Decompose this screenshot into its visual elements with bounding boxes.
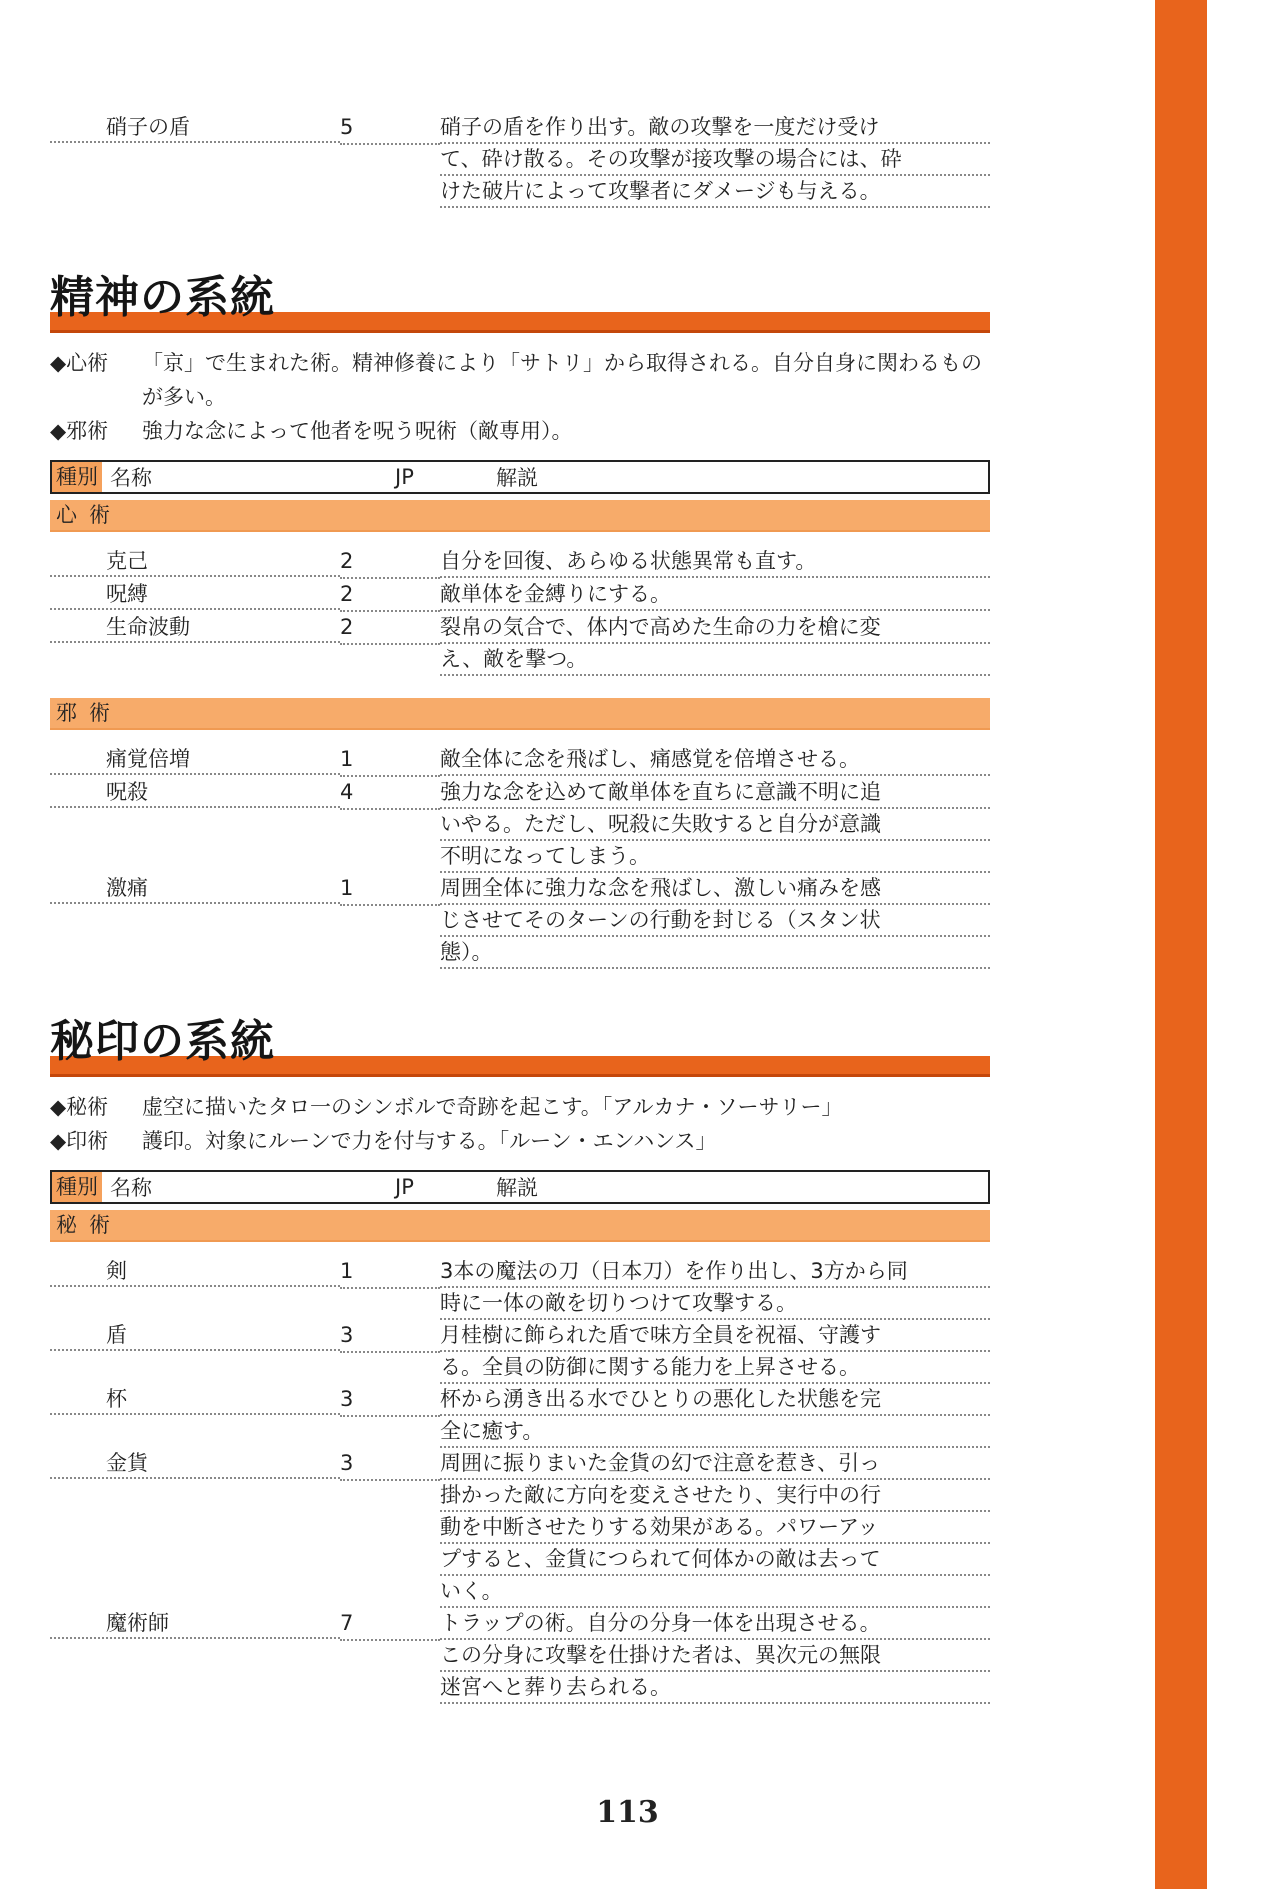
desc-line: プすると、金貨につられて何体かの敵は去って bbox=[440, 1544, 990, 1576]
entry-desc bbox=[440, 546, 990, 579]
intro-desc: 「京」で生まれた術。精神修養により「サトリ」から取得される。自分自身に関わるものが多い。 bbox=[142, 351, 982, 409]
entry-list bbox=[50, 546, 990, 676]
entry-name: 魔術師 bbox=[50, 1608, 340, 1639]
intro-row bbox=[50, 1124, 990, 1158]
entry-name: 激痛 bbox=[50, 873, 340, 904]
desc-line: 裂帛の気合で、体内で高めた生命の力を槍に変 bbox=[440, 612, 990, 644]
intro-row bbox=[50, 414, 990, 448]
desc-line: 全に癒す。 bbox=[440, 1416, 990, 1448]
section-heading bbox=[50, 268, 990, 336]
header-type: 種別 bbox=[52, 462, 102, 492]
entry-jp: 3 bbox=[340, 1448, 440, 1481]
desc-line: 自分を回復、あらゆる状態異常も直す。 bbox=[440, 546, 990, 578]
desc-line: 掛かった敵に方向を変えさせたり、実行中の行 bbox=[440, 1480, 990, 1512]
header-name: 名称 bbox=[110, 466, 152, 490]
category-bar: 心術 bbox=[50, 500, 990, 532]
intro-row bbox=[50, 346, 990, 414]
entry-desc bbox=[440, 873, 990, 969]
intro-row bbox=[50, 1090, 990, 1124]
header-name: 名称 bbox=[110, 1176, 152, 1200]
desc-line: いく。 bbox=[440, 1576, 990, 1608]
entry-desc bbox=[440, 612, 990, 676]
page-number: 113 bbox=[596, 1795, 659, 1830]
entry-name: 克己 bbox=[50, 546, 340, 577]
entry-desc bbox=[440, 1448, 990, 1608]
entry-name: 金貨 bbox=[50, 1448, 340, 1479]
section-title: 秘印の系統 bbox=[50, 1016, 275, 1067]
entry-jp: 2 bbox=[340, 546, 440, 579]
desc-line: 月桂樹に飾られた盾で味方全員を祝福、守護す bbox=[440, 1320, 990, 1352]
desc-line: 強力な念を込めて敵単体を直ちに意識不明に追 bbox=[440, 777, 990, 809]
section-intro bbox=[50, 1090, 990, 1158]
list-item bbox=[50, 777, 990, 873]
desc-line: 周囲全体に強力な念を飛ばし、激しい痛みを感 bbox=[440, 873, 990, 905]
list-item bbox=[50, 1608, 990, 1704]
orange-edge-bar bbox=[1155, 0, 1207, 1889]
intro-desc: 護印。対象にルーンで力を付与する。「ルーン・エンハンス」 bbox=[142, 1129, 717, 1153]
entry-name: 剣 bbox=[50, 1256, 340, 1287]
desc-line: 周囲に振りまいた金貨の幻で注意を惹き、引っ bbox=[440, 1448, 990, 1480]
desc-line: 動を中断させたりする効果がある。パワーアッ bbox=[440, 1512, 990, 1544]
entry-name: 呪殺 bbox=[50, 777, 340, 808]
entry-jp: 1 bbox=[340, 873, 440, 906]
desc-line: る。全員の防御に関する能力を上昇させる。 bbox=[440, 1352, 990, 1384]
desc-line: て、砕け散る。その攻撃が接攻撃の場合には、砕 bbox=[440, 144, 990, 176]
list-item bbox=[50, 612, 990, 676]
desc-line: いやる。ただし、呪殺に失敗すると自分が意識 bbox=[440, 809, 990, 841]
entry-desc bbox=[440, 579, 990, 612]
list-item bbox=[50, 112, 990, 208]
desc-line: 迷宮へと葬り去られる。 bbox=[440, 1672, 990, 1704]
header-desc: 解説 bbox=[496, 466, 538, 490]
desc-line: 杯から湧き出る水でひとりの悪化した状態を完 bbox=[440, 1384, 990, 1416]
entry-desc bbox=[440, 777, 990, 873]
desc-line: トラップの術。自分の分身一体を出現させる。 bbox=[440, 1608, 990, 1640]
header-desc: 解説 bbox=[496, 1176, 538, 1200]
table-header bbox=[50, 1170, 990, 1204]
desc-line: 時に一体の敵を切りつけて攻撃する。 bbox=[440, 1288, 990, 1320]
section-seishin bbox=[50, 268, 990, 969]
list-item bbox=[50, 873, 990, 969]
list-item bbox=[50, 744, 990, 777]
list-item bbox=[50, 1320, 990, 1384]
intro-term: ◆印術 bbox=[50, 1129, 109, 1153]
list-item bbox=[50, 579, 990, 612]
entry-jp: 1 bbox=[340, 1256, 440, 1289]
desc-line: え、敵を撃つ。 bbox=[440, 644, 990, 676]
section-hiin bbox=[50, 1012, 990, 1704]
entry-name: 硝子の盾 bbox=[50, 112, 340, 143]
entry-jp: 2 bbox=[340, 612, 440, 645]
top-entry-block bbox=[50, 112, 990, 208]
desc-line: 態）。 bbox=[440, 937, 990, 969]
section-intro bbox=[50, 346, 990, 448]
entry-jp: 7 bbox=[340, 1608, 440, 1641]
section-heading bbox=[50, 1012, 990, 1080]
entry-desc bbox=[440, 744, 990, 777]
header-jp: JP bbox=[395, 1175, 414, 1199]
entry-name: 呪縛 bbox=[50, 579, 340, 610]
entry-name: 杯 bbox=[50, 1384, 340, 1415]
table-header bbox=[50, 460, 990, 494]
list-item bbox=[50, 1448, 990, 1608]
entry-name: 生命波動 bbox=[50, 612, 340, 643]
header-jp: JP bbox=[395, 465, 414, 489]
category-bar: 秘術 bbox=[50, 1210, 990, 1242]
entry-desc bbox=[440, 1608, 990, 1704]
list-item bbox=[50, 546, 990, 579]
intro-desc: 強力な念によって他者を呪う呪術（敵専用）。 bbox=[142, 419, 573, 443]
entry-jp: 4 bbox=[340, 777, 440, 810]
desc-line: 硝子の盾を作り出す。敵の攻撃を一度だけ受け bbox=[440, 112, 990, 144]
entry-desc bbox=[440, 1320, 990, 1384]
category-bar: 邪術 bbox=[50, 698, 990, 730]
desc-line: けた破片によって攻撃者にダメージも与える。 bbox=[440, 176, 990, 208]
entry-name: 痛覚倍増 bbox=[50, 744, 340, 775]
entry-desc bbox=[440, 112, 990, 208]
intro-desc: 虚空に描いたタロ一のシンボルで奇跡を起こす。「アルカナ・ソーサリー」 bbox=[142, 1095, 843, 1119]
entry-desc bbox=[440, 1256, 990, 1320]
desc-line: この分身に攻撃を仕掛けた者は、異次元の無限 bbox=[440, 1640, 990, 1672]
header-type: 種別 bbox=[52, 1172, 102, 1202]
entry-jp: 3 bbox=[340, 1320, 440, 1353]
list-item bbox=[50, 1384, 990, 1448]
entry-jp: 5 bbox=[340, 112, 440, 145]
entry-jp: 3 bbox=[340, 1384, 440, 1417]
intro-term: ◆秘術 bbox=[50, 1095, 109, 1119]
entry-jp: 2 bbox=[340, 579, 440, 612]
desc-line: 不明になってしまう。 bbox=[440, 841, 990, 873]
entry-list bbox=[50, 744, 990, 969]
section-title: 精神の系統 bbox=[50, 272, 275, 323]
desc-line: 敵単体を金縛りにする。 bbox=[440, 579, 990, 611]
desc-line: 3本の魔法の刀（日本刀）を作り出し、3方から同 bbox=[440, 1256, 990, 1288]
list-item bbox=[50, 1256, 990, 1320]
entry-name: 盾 bbox=[50, 1320, 340, 1351]
intro-term: ◆邪術 bbox=[50, 419, 109, 443]
entry-jp: 1 bbox=[340, 744, 440, 777]
entry-desc bbox=[440, 1384, 990, 1448]
entry-list bbox=[50, 1256, 990, 1704]
desc-line: じさせてそのターンの行動を封じる（スタン状 bbox=[440, 905, 990, 937]
desc-line: 敵全体に念を飛ばし、痛感覚を倍増させる。 bbox=[440, 744, 990, 776]
intro-term: ◆心術 bbox=[50, 351, 109, 375]
